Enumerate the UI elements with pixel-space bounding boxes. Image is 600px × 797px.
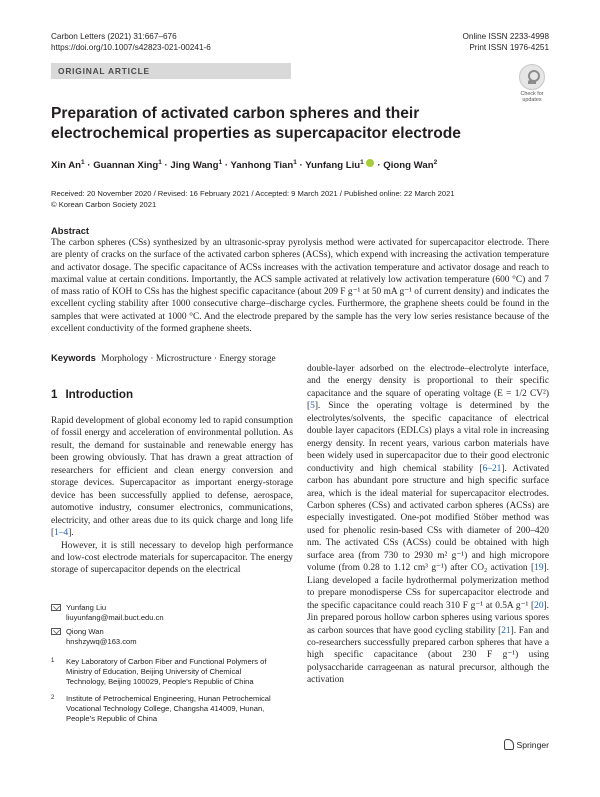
issn-header [463,31,549,53]
body-text: ]. [68,528,74,539]
citation-link[interactable]: 21 [501,625,511,636]
body-text: ]. Fan and co-researchers successfully prepared carbon spheres that have a high specific capacitance (about 230 F g⁻¹) using polysaccharide carrageenan as natural precursor, although the activation [307,625,549,686]
author-list [51,157,437,172]
abstract-heading: Abstract [51,225,90,236]
paragraph [307,363,549,687]
publication-dates [51,188,455,210]
body-text: Rapid development of global economy led to rapid consumption of fossil energy and acceleration of environmental pollution. As result, the demand for sustainable and renewable energy has been growing obviously. That has drawn a great attraction of researchers for efficient and clean energy conversion and storage devices. Supercapacitor as important energy-storage device has been successfully applied to defense, aerospace, automotive industry, consumer electronics, communications, electricity, and other areas due to its quick charge and long life [ [51,416,293,539]
left-column-body [51,415,293,577]
contact-email[interactable]: hnshzywq@163.com [66,637,137,646]
author-separator: · [222,160,231,172]
contact-name: Yunfang Liu [66,603,107,612]
author-separator: · [84,160,94,172]
publisher-logo [504,739,549,750]
author-separator: · [296,160,306,172]
corresponding-author-1 [51,603,164,623]
paper-title: Preparation of activated carbon spheres and their electrochemical properties as supercapacitor electrode [51,105,461,142]
author-affiliation-mark: 1 [81,159,85,166]
contact-name: Qiong Wan [66,627,104,636]
paragraph [51,415,293,540]
abstract-text: The carbon spheres (CSs) synthesized by an ultrasonic-spray pyrolysis method were activated for supercapacitor electrode. There are plenty of cracks on the surface of the activated carbon spheres (ACSs), which expend with increasing the activation temperature and activator dosage. The specific capacitance of ACSs increases with the activation temperature and activator dosage and reach to maximal value at certain conditions. Importantly, the ACS sample activated at relatively low activation temperature (600 °C) and 7 of mass ratio of KOH to CSs has the highest specific capacitance (about 209 F g⁻¹ at 50 mA g⁻¹ of current density) and indicates the excellent cycling stability after 1000 consecutive charge–discharge cycles. Furthermore, the graphene sheets could be found in the samples that were activated at 1000 °C. And the electrode prepared by the sample has the very low series resistance because of the excellent conductivity of the formed graphene sheets. [51,238,549,335]
doi-link[interactable]: https://doi.org/10.1007/s42823-021-00241-6 [51,43,211,52]
body-text: ]. Activated carbon has abundant pore structure and high specific surface area, which is the ideal material for supercapacitor electrodes. Carbon spheres (CSs) and activated carbon spheres (ACSs) are especially investigated. One-pot modified Stöber method was used for phenolic resin-based CSs with diameter of 200–420 nm. The activated CSs (ACSs) could be obtained with high surface area (from 730 to 2930 m² g⁻¹) and high micropore volume (from 0.28 to 1.12 cm³ g⁻¹) after CO₂ activation [ [307,463,550,574]
envelope-icon [51,604,61,611]
publisher-name: Springer [516,739,549,750]
check-updates-icon [519,64,545,90]
print-issn: Print ISSN 1976-4251 [469,43,549,52]
journal-header [51,31,211,53]
corresponding-author-2 [51,627,137,647]
body-text: However, it is still necessary to develop high performance and low-cost electrode materials for supercapacitor. The energy storage of supercapacitor depends on the electrical [51,540,293,576]
history-dates: Received: 20 November 2020 / Revised: 16 February 2021 / Accepted: 9 March 2021 / Published online: 22 March 2021 [51,189,455,198]
journal-citation: Carbon Letters (2021) 31:667–676 [51,32,177,41]
citation-link[interactable]: 1–4 [54,528,69,539]
author-affiliation-mark: 2 [433,159,438,166]
author-affiliation-mark: 1 [293,159,297,166]
paragraph [51,540,293,577]
online-issn: Online ISSN 2233-4998 [462,32,549,41]
section-number: 1 [51,388,58,401]
copyright-line: © Korean Carbon Society 2021 [51,200,157,209]
affiliation-number: 1 [51,658,55,664]
section-heading [51,388,141,401]
springer-horse-icon [504,739,514,750]
check-for-updates-button[interactable] [517,64,547,103]
orcid-icon[interactable] [366,159,374,167]
body-text: ]. Since the operating voltage is determined by the electrolytes/solvents, the specific capacitance of electrical double layer capacitors (EDLCs) plays a vital role in increasing energy density. In recent years, various carbon materials have been widely used in supercapacitor due to their good electronic conductivity and high chemical stability [ [307,401,549,474]
author-name[interactable]: Guannan Xing [93,160,159,172]
citation-link[interactable]: 5 [310,401,315,412]
author-name[interactable]: Yanhong Tian [230,160,294,172]
affiliation-2 [51,694,281,724]
author-affiliation-mark: 1 [218,159,223,166]
keywords-label: Keywords [51,352,96,363]
keywords-line [51,352,276,364]
author-name[interactable]: Xin An [51,160,82,172]
author-name[interactable]: Jing Wang [170,160,219,172]
citation-link[interactable]: 19 [534,563,544,574]
author-separator: · [161,160,171,172]
author-name[interactable]: Qiong Wan [383,160,434,172]
article-type-label: ORIGINAL ARTICLE [58,66,150,76]
author-separator: · [374,160,384,172]
body-text: ]. Liang developed a facile hydrothermal polymerization method to prepare monodisperse CSs for supercapacitor electrode and the specific capacitance could reach 310 F g⁻¹ at 0.5A g⁻¹ [ [307,563,549,611]
envelope-icon [51,628,61,635]
affiliation-text: Institute of Petrochemical Engineering, Hunan Petrochemical Vocational Technology College, Changsha 414009, Hunan, People’s Republic of China [66,694,271,723]
author-affiliation-mark: 1 [158,159,162,166]
author-name[interactable]: Yunfang Liu [305,160,361,172]
author-affiliation-mark: 1 [360,159,364,166]
citation-link[interactable]: 20 [534,600,544,611]
affiliation-number: 2 [51,695,55,701]
contact-email[interactable]: liuyunfang@mail.buct.edu.cn [66,613,164,622]
section-title: Introduction [65,388,134,401]
check-updates-label: Check for updates [520,91,544,103]
citation-link[interactable]: 6–21 [482,463,502,474]
keywords-list: Morphology · Microstructure · Energy storage [101,354,276,364]
body-text: double-layer adsorbed on the electrode–electrolyte interface, and the energy density is proportional to their specific capacitance and the square of operating voltage (E = 1/2 CV²) [ [307,364,549,412]
body-text: ]. Jin prepared porous hollow carbon spheres using various spores as carbon sources that have good cycling stability [ [307,600,549,636]
right-column-body [307,363,549,687]
affiliation-text: Key Laboratory of Carbon Fiber and Functional Polymers of Ministry of Education, Beijing University of Chemical Technology, Beijing 100029, People’s Republic of China [66,657,267,686]
affiliation-1 [51,657,281,687]
article-type-badge [51,63,291,79]
